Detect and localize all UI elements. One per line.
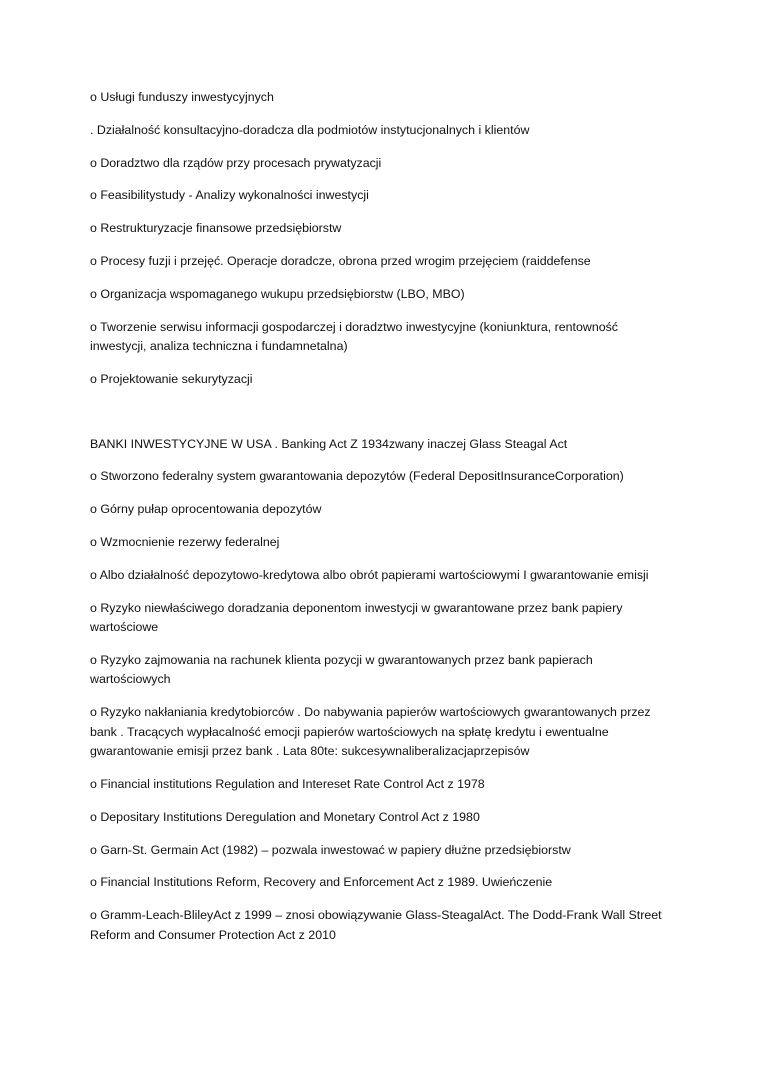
list-item: o Ryzyko nakłaniania kredytobiorców . Do nabywania papierów wartościowych gwarantowanych przez bank . Tracących wypłacalność emocji papierów wartościowych na spłatę kredytu i ewentualne gwarantowanie emisji przez bank . Lata 80te: sukcesywnaliberalizacjaprzepisów	[90, 705, 651, 759]
list-item: o Restrukturyzacje finansowe przedsiębiorstw	[90, 221, 342, 236]
list-item: o Tworzenie serwisu informacji gospodarczej i doradztwo inwestycyjne (koniunktura, rentowność inwestycji, analiza techniczna i fundamnetalna)	[90, 319, 618, 354]
list-item: o Financial Institutions Reform, Recovery and Enforcement Act z 1989. Uwieńczenie	[90, 875, 553, 890]
section-spacer	[90, 403, 670, 435]
list-item: o Projektowanie sekurytyzacji	[90, 371, 253, 386]
list-item: o Procesy fuzji i przejęć. Operacje doradcze, obrona przed wrogim przejęciem (raiddefense	[90, 253, 591, 268]
list-item: o Usługi funduszy inwestycyjnych	[90, 90, 274, 104]
document-body	[90, 88, 670, 959]
list-item: o Górny pułap oprocentowania depozytów	[90, 502, 322, 517]
list-item: o Garn-St. Germain Act (1982) – pozwala inwestować w papiery dłużne przedsiębiorstw	[90, 842, 571, 857]
list-item: o Financial institutions Regulation and Intereset Rate Control Act z 1978	[90, 777, 485, 792]
list-item: o Wzmocnienie rezerwy federalnej	[90, 535, 280, 550]
list-item: o Organizacja wspomaganego wukupu przedsiębiorstw (LBO, MBO)	[90, 286, 465, 301]
list-item: o Depositary Institutions Deregulation and Monetary Control Act z 1980	[90, 809, 480, 824]
list-item: o Doradztwo dla rządów przy procesach prywatyzacji	[90, 155, 382, 170]
list-item: o Ryzyko niewłaściwego doradzania deponentom inwestycji w gwarantowane przez bank papiery wartościowe	[90, 600, 623, 635]
list-item: o Gramm-Leach-BlileyAct z 1999 – znosi obowiązywanie Glass-SteagalAct. The Dodd-Frank Wall Street Reform and Consumer Protection Act z 2010	[90, 908, 662, 942]
list-item: o Ryzyko zajmowania na rachunek klienta pozycji w gwarantowanych przez bank papierach wartościowych	[90, 652, 593, 687]
list-item: . Działalność konsultacyjno-doradcza dla podmiotów instytucjonalnych i klientów	[90, 122, 530, 137]
list-item: o Stworzono federalny system gwarantowania depozytów (Federal DepositInsuranceCorporation)	[90, 469, 624, 484]
list-item: o Albo działalność depozytowo-kredytowa albo obrót papierami wartościowymi I gwarantowanie emisji	[90, 567, 649, 582]
section-heading: BANKI INWESTYCYJNE W USA . Banking Act Z 1934zwany inaczej Glass Steagal Act	[90, 436, 568, 451]
list-item: o Feasibilitystudy - Analizy wykonalności inwestycji	[90, 188, 369, 203]
